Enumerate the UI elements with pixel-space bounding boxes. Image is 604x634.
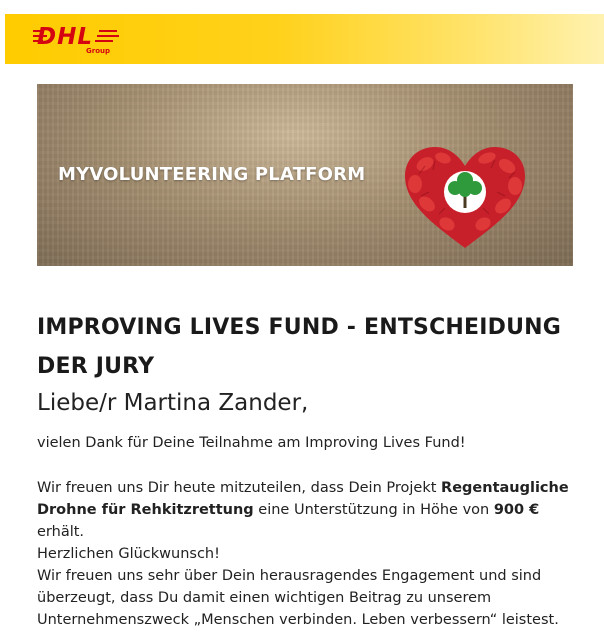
congratulations-text: Herzlichen Glückwunsch! [37, 546, 220, 562]
hero-banner [37, 84, 573, 266]
logo-wordmark: DHL [37, 24, 93, 50]
logo-speed-line [97, 35, 119, 37]
award-text-middle: eine Unterstützung in Höhe von [253, 502, 494, 518]
headline-line-1: IMPROVING LIVES FUND - ENTSCHEIDUNG [37, 315, 562, 340]
paragraph-award [37, 477, 577, 565]
project-name-line-2: Drohne für Rehkitzrettung [37, 502, 254, 518]
award-amount: 900 € [493, 502, 540, 518]
engagement-line-3: Unternehmenszweck „Menschen verbinden. Leben verbessern“ leistest. [37, 612, 559, 628]
headline-line-2: DER JURY [37, 354, 155, 379]
engagement-line-2: überzeugt, dass Du damit einen wichtigen Beitrag zu unserem [37, 590, 492, 606]
project-name-line-1: Regentaugliche [441, 480, 569, 496]
paragraph-thanks: vielen Dank für Deine Teilnahme am Improving Lives Fund! [37, 435, 466, 451]
page-title [37, 308, 572, 386]
header-bar [5, 14, 604, 64]
award-text-end: erhält. [37, 524, 85, 540]
engagement-line-1: Wir freuen uns sehr über Dein herausragendes Engagement und sind [37, 568, 542, 584]
award-text-intro: Wir freuen uns Dir heute mitzuteilen, dass Dein Projekt [37, 480, 442, 496]
logo-speed-line [99, 30, 117, 32]
greeting: Liebe/r Martina Zander, [37, 390, 309, 416]
logo-group-label: Group [86, 47, 111, 55]
dhl-group-logo[interactable] [33, 24, 123, 56]
logo-speed-line [95, 40, 113, 42]
banner-title: MYVOLUNTEERING PLATFORM [58, 164, 366, 185]
paragraph-engagement [37, 565, 577, 631]
heart-handprints-icon [399, 144, 531, 252]
